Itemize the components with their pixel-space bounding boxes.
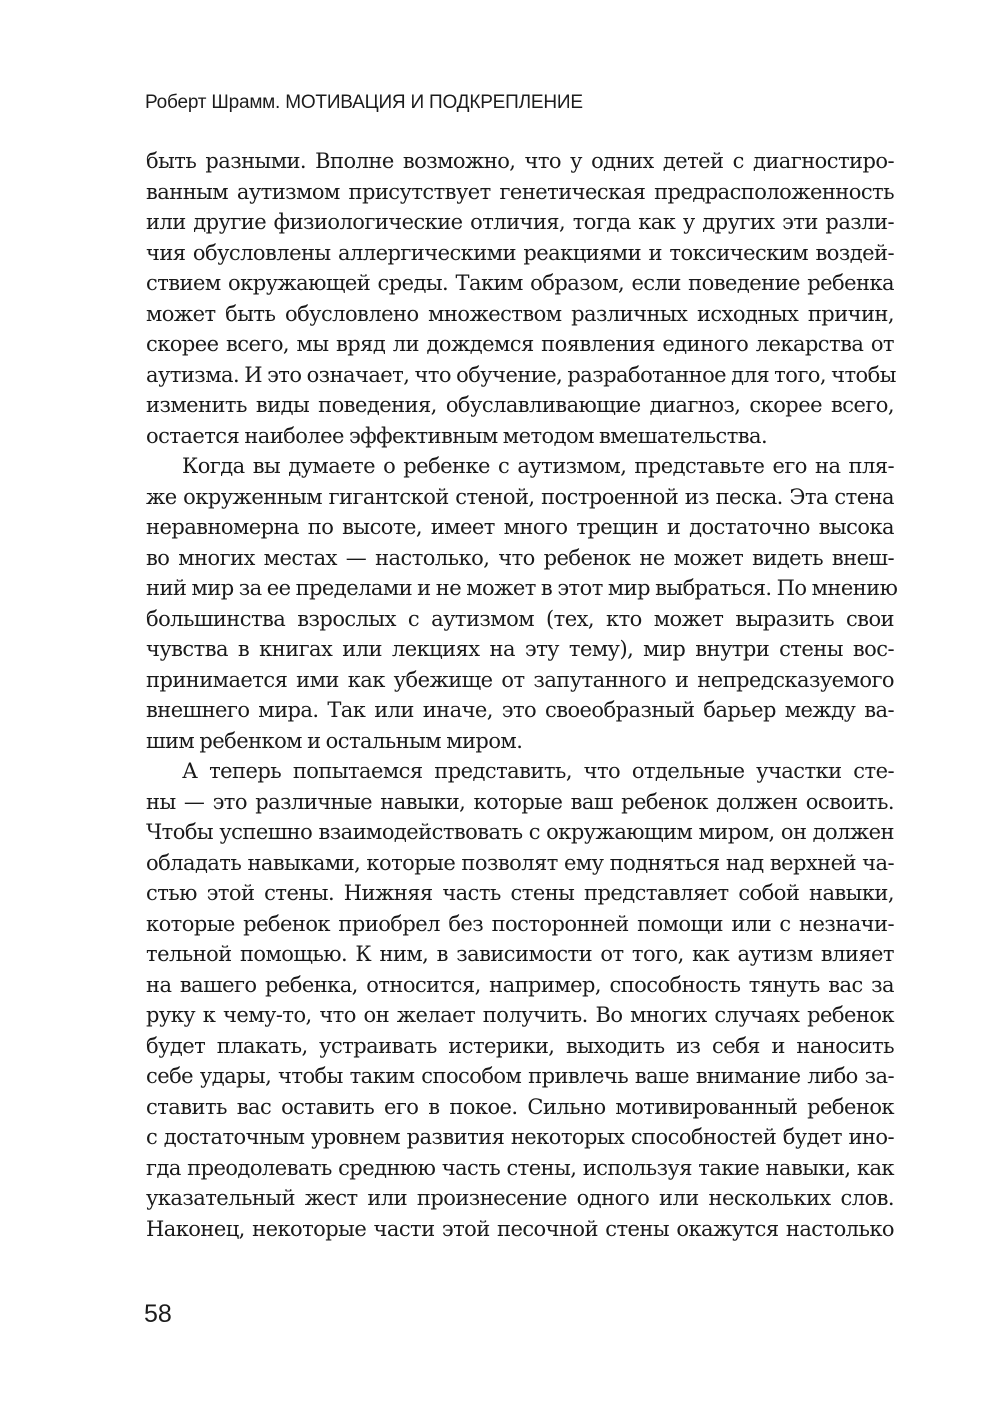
- text-line: Наконец, некоторые части этой песочной стены окажутся настолько: [146, 1216, 894, 1241]
- text-line: тельной помощью. К ним, в зависимости от того, как аутизм влияет: [146, 942, 894, 966]
- text-line: указательный жест или произнесение одного или нескольких слов.: [146, 1186, 894, 1210]
- text-line: чия обусловлены аллергическими реакциями и токсическим воздей-: [146, 240, 894, 265]
- text-line: во многих местах — настолько, что ребенок не может видеть внеш-: [146, 545, 894, 570]
- text-line: принимается ими как убежище от запутанного и непредсказуемого: [146, 667, 894, 692]
- text-line: большинства взрослых с аутизмом (тех, кто может выразить свои: [146, 606, 894, 631]
- text-line: может быть обусловлено множеством различных исходных причин,: [146, 301, 894, 326]
- paragraph-1: [146, 146, 894, 451]
- text-line: которые ребенок приобрел без посторонней помощи или с незначи-: [146, 911, 894, 936]
- text-line: изменить виды поведения, обуславливающие диагноз, скорее всего,: [146, 393, 894, 417]
- text-line: внешнего мира. Так или иначе, это своеобразный барьер между ва-: [146, 698, 894, 722]
- text-line: руку к чему-то, что он желает получить. Во многих случаях ребенок: [146, 1003, 894, 1027]
- running-head-title: МОТИВАЦИЯ И ПОДКРЕПЛЕНИЕ: [285, 92, 583, 113]
- running-head-author: Роберт Шрамм.: [145, 92, 281, 113]
- text-line: ванным аутизмом присутствует генетическая предрасположенность: [146, 179, 894, 204]
- text-line: Когда вы думаете о ребенке с аутизмом, представьте его на пля-: [182, 454, 894, 478]
- text-line: с достаточным уровнем развития некоторых способностей будет ино-: [146, 1125, 894, 1149]
- text-line: А теперь попытаемся представить, что отдельные участки сте-: [182, 759, 894, 783]
- page-number: 58: [144, 1300, 172, 1328]
- paragraph-2: [146, 451, 898, 756]
- paragraph-3: [146, 756, 894, 1244]
- text-line: чувства в книгах или лекциях на эту тему), мир внутри стены вос-: [146, 637, 894, 661]
- text-line: скорее всего, мы вряд ли дождемся появления единого лекарства от: [146, 332, 894, 356]
- text-line: аутизма. И это означает, что обучение, разработанное для того, чтобы: [146, 362, 896, 387]
- text-line: ствием окружающей среды. Таким образом, если поведение ребенка: [146, 271, 894, 295]
- text-line: гда преодолевать среднюю часть стены, используя такие навыки, как: [146, 1155, 894, 1180]
- text-line: ставить вас оставить его в покое. Сильно мотивированный ребенок: [146, 1094, 894, 1119]
- text-line: стью этой стены. Нижняя часть стены представляет собой навыки,: [146, 881, 894, 905]
- text-line: будет плакать, устраивать истерики, выходить из себя и наносить: [146, 1033, 894, 1058]
- text-line: ны — это различные навыки, которые ваш ребенок должен освоить.: [146, 789, 894, 814]
- text-line: же окруженным гигантской стеной, построенной из песка. Эта стена: [146, 484, 894, 509]
- text-line: остается наиболее эффективным методом вмешательства.: [146, 423, 768, 448]
- text-line: Чтобы успешно взаимодействовать с окружающим миром, он должен: [146, 820, 894, 844]
- text-line: шим ребенком и остальным миром.: [146, 728, 523, 753]
- text-line: или другие физиологические отличия, тогда как у других эти разли-: [146, 210, 894, 234]
- text-line: ний мир за ее пределами и не может в этот мир выбраться. По мнению: [146, 576, 898, 600]
- text-line: неравномерна по высоте, имеет много трещин и достаточно высока: [146, 515, 894, 539]
- text-line: быть разными. Вполне возможно, что у одних детей с диагностиро-: [146, 149, 894, 173]
- text-line: обладать навыками, которые позволят ему подняться над верхней ча-: [146, 850, 894, 875]
- running-head: [145, 92, 583, 114]
- text-line: себе удары, чтобы таким способом привлечь ваше внимание либо за-: [146, 1064, 894, 1088]
- text-line: на вашего ребенка, относится, например, способность тянуть вас за: [146, 972, 894, 997]
- body-text: [146, 146, 898, 1244]
